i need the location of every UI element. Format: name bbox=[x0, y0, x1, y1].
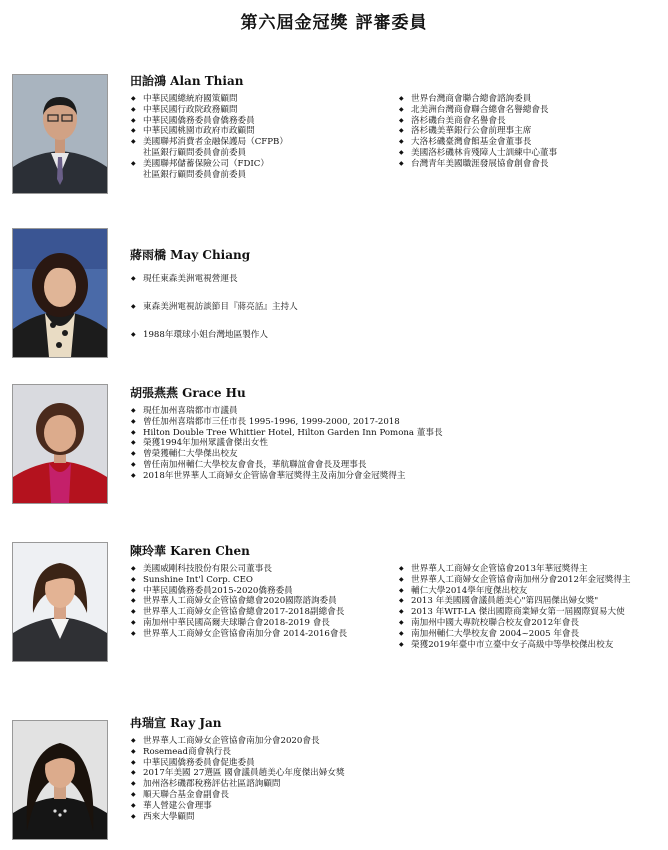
credential-item: ◆ 加州洛杉磯郡稅務評估社區諮詢顧問 bbox=[130, 779, 345, 790]
portrait-photo bbox=[12, 384, 108, 504]
judge-name: 蔣雨橋 May Chiang bbox=[130, 248, 251, 262]
credential-item: ◆ 中華民國桃園市政府市政顧問 bbox=[130, 126, 288, 137]
judge-name: 陳玲華 Karen Chen bbox=[130, 544, 250, 558]
credential-item: ◆ 現任東森美洲電視營運長 bbox=[130, 274, 298, 285]
credential-item: ◆ Rosemead商會執行長 bbox=[130, 747, 345, 758]
credentials-list-left bbox=[130, 406, 443, 482]
credentials-list-left bbox=[130, 274, 298, 357]
credentials-list-right bbox=[398, 94, 557, 170]
credential-item: ◆ 現任加州喜瑞都市市議員 bbox=[130, 406, 443, 417]
credential-item: ◆ 世界華人工商婦女企管協會南加州分會2012年金冠獎得主 bbox=[398, 575, 631, 586]
judge-profile-ray-jan bbox=[12, 714, 662, 846]
credential-item: ◆ 榮獲2019年臺中市立臺中女子高級中等學校傑出校友 bbox=[398, 640, 631, 651]
credential-item: ◆ 南加州輔仁大學校友會 2004~2005 年會長 bbox=[398, 629, 631, 640]
judge-profile-may-chiang bbox=[12, 246, 662, 376]
judge-name: 胡張燕燕 Grace Hu bbox=[130, 386, 246, 400]
credentials-list-left bbox=[130, 94, 288, 180]
credential-item: ◆ 順天聯合基金會副會長 bbox=[130, 790, 345, 801]
credential-item: ◆ Hilton Double Tree Whittier Hotel, Hilton Garden Inn Pomona 董事長 bbox=[130, 428, 443, 439]
credential-item: ◆ 洛杉磯台美商會名譽會長 bbox=[398, 116, 557, 127]
credential-item: ◆ 西來大學顧問 bbox=[130, 812, 345, 823]
credential-item: ◆ 南加州中華民國高爾夫球聯合會2018-2019 會長 bbox=[130, 618, 347, 629]
credential-item: ◆ 大洛杉磯臺灣會館基金會董事長 bbox=[398, 137, 557, 148]
judge-name: 田詒鴻 Alan Thian bbox=[130, 74, 244, 88]
credential-item: ◆ 世界華人工商婦女企管協會南加分會 2014-2016會長 bbox=[130, 629, 347, 640]
credential-item: ◆ 世界華人工商婦女企管協會南加分會2020會長 bbox=[130, 736, 345, 747]
portrait-photo bbox=[12, 542, 108, 662]
judge-name: 冉瑞宣 Ray Jan bbox=[130, 716, 222, 730]
credential-item: ◆ 中華民國總統府國策顧問 bbox=[130, 94, 288, 105]
credential-item: ◆ 洛杉磯美華銀行公會前理事主席 bbox=[398, 126, 557, 137]
credential-item: ◆ 中華民國僑務委員會促進委員 bbox=[130, 758, 345, 769]
credential-item: ◆ 華人營建公會理事 bbox=[130, 801, 345, 812]
credential-item: ◆ 世界台灣商會聯合總會諮詢委員 bbox=[398, 94, 557, 105]
credentials-list-left bbox=[130, 736, 345, 822]
portrait-photo bbox=[12, 720, 108, 840]
credential-item: ◆ 美國威剛科技股份有限公司董事長 bbox=[130, 564, 347, 575]
credentials-list-right bbox=[398, 564, 631, 650]
credential-item: ◆ 曾任南加州輔仁大學校友會會長，華航聯誼會會長及理事長 bbox=[130, 460, 443, 471]
credential-item: ◆ 2018年世界華人工商婦女企管協會華冠獎得主及南加分會金冠獎得主 bbox=[130, 471, 443, 482]
credential-item: ◆ 東森美洲電視訪談節目『蔣亮話』主持人 bbox=[130, 302, 298, 313]
judge-profile-alan-thian bbox=[12, 72, 662, 202]
credential-item: ◆ 輔仁大學2014學年度傑出校友 bbox=[398, 586, 631, 597]
credential-item: ◆ 2017年美國 27選區 國會議員趙美心年度傑出婦女獎 bbox=[130, 768, 345, 779]
credential-item: ◆ 中華民國行政院政務顧問 bbox=[130, 105, 288, 116]
credential-item-continuation: 社區銀行顧問委員會前委員 bbox=[143, 147, 247, 158]
credential-item: ◆ 南加州中國大專院校聯合校友會2012年會長 bbox=[398, 618, 631, 629]
credential-item: ◆ 中華民國僑務委員會僑務委員 bbox=[130, 116, 288, 127]
credential-item: ◆ 美國洛杉磯林肯殘障人士訓練中心董事 bbox=[398, 148, 557, 159]
credential-item: ◆ 美國聯邦儲蓄保險公司（FDIC） bbox=[130, 159, 288, 170]
credential-item: ◆ 2013 年美國國會議員趙美心"第四屆傑出婦女獎" bbox=[398, 596, 631, 607]
credential-item: ◆ 1988年環球小姐台灣地區製作人 bbox=[130, 330, 298, 341]
credential-item: ◆ 台灣青年美國職涯發展協會創會會長 bbox=[398, 159, 557, 170]
credential-item: ◆ Sunshine Int'l Corp. CEO bbox=[130, 575, 347, 586]
portrait-photo bbox=[12, 228, 108, 358]
page-title: 第六屆金冠獎 評審委員 bbox=[240, 13, 428, 33]
credential-item: ◆ 曾榮獲輔仁大學傑出校友 bbox=[130, 449, 443, 460]
credential-item: ◆ 中華民國僑務委員2015-2020僑務委員 bbox=[130, 586, 347, 597]
credential-item: ◆ 北美洲台灣商會聯合總會名譽總會長 bbox=[398, 105, 557, 116]
credential-item: ◆ 世界華人工商婦女企管協會總會2020國際諮詢委員 bbox=[130, 596, 347, 607]
credentials-list-left bbox=[130, 564, 347, 640]
credential-item: ◆ 世界華人工商婦女企管協會總會2017-2018副總會長 bbox=[130, 607, 347, 618]
credential-item: ◆ 2013 年WIT-LA 傑出國際商業婦女第一屆國際貿易大使 bbox=[398, 607, 631, 618]
credential-item-continuation: 社區銀行顧問委員會前委員 bbox=[143, 169, 247, 180]
credential-item: ◆ 美國聯邦消費者金融保護局（CFPB） bbox=[130, 137, 288, 148]
judge-profile-karen-chen bbox=[12, 542, 662, 672]
portrait-photo bbox=[12, 74, 108, 194]
judge-profile-grace-hu bbox=[12, 384, 662, 514]
credential-item: ◆ 榮獲1994年加州眾議會傑出女性 bbox=[130, 438, 443, 449]
credential-item: ◆ 曾任加州喜瑞都市三任市長 1995-1996, 1999-2000, 2017-2018 bbox=[130, 417, 443, 428]
credential-item: ◆ 世界華人工商婦女企管協會2013年華冠獎得主 bbox=[398, 564, 631, 575]
